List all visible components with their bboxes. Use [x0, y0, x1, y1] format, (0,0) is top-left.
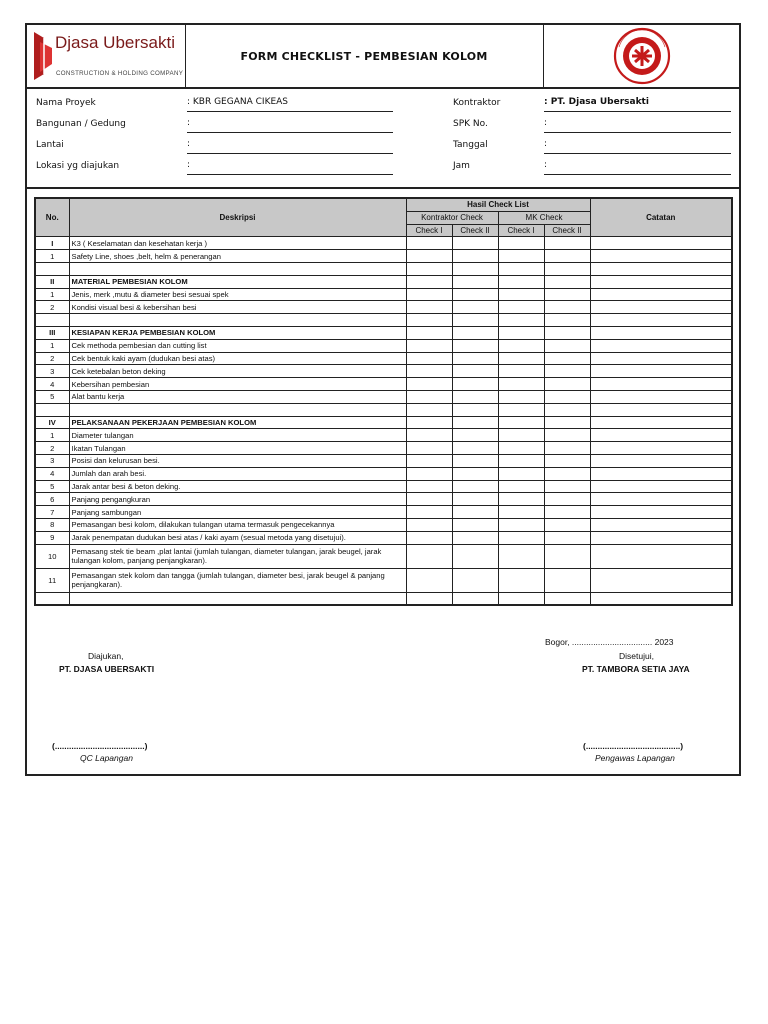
mk-check1-cell[interactable] [498, 288, 544, 301]
catatan-cell[interactable] [590, 378, 732, 391]
mk-check1-cell[interactable] [498, 506, 544, 519]
catatan-cell[interactable] [590, 390, 732, 403]
spk-label: SPK No. [453, 119, 488, 129]
bangunan-value[interactable]: : [187, 118, 393, 133]
row-description: Pemasangan besi kolom, dilakukan tulangan utama termasuk pengecekannya [69, 518, 406, 531]
row-description: Ikatan Tulangan [69, 442, 406, 455]
catatan-cell[interactable] [590, 339, 732, 352]
kontraktor-check2-cell[interactable] [452, 480, 498, 493]
kontraktor-check1-cell[interactable] [406, 518, 452, 531]
mk-check2-cell[interactable] [544, 250, 590, 263]
checklist-row [35, 506, 732, 519]
kontraktor-check1-cell[interactable] [406, 544, 452, 568]
kontraktor-check1-cell[interactable] [406, 301, 452, 314]
catatan-cell[interactable] [590, 454, 732, 467]
lokasi-label: Lokasi yg diajukan [36, 161, 120, 171]
row-number: 7 [35, 506, 69, 519]
kontraktor-check2-cell[interactable] [452, 531, 498, 544]
kontraktor-check1-cell[interactable] [406, 250, 452, 263]
kontraktor-check2-cell[interactable] [452, 288, 498, 301]
company-logo [27, 25, 186, 87]
kontraktor-check2-cell[interactable] [452, 339, 498, 352]
mk-check1-cell[interactable] [498, 518, 544, 531]
checklist-row [35, 365, 732, 378]
kontraktor-check1-cell[interactable] [406, 531, 452, 544]
kontraktor-check2-cell[interactable] [452, 442, 498, 455]
row-number: II [35, 275, 69, 288]
mk-check2-cell[interactable] [544, 237, 590, 250]
kontraktor-check2-cell[interactable] [452, 518, 498, 531]
kontraktor-check1-cell[interactable] [406, 403, 452, 416]
mk-check1-cell[interactable] [498, 237, 544, 250]
mk-check2-cell[interactable] [544, 262, 590, 275]
tambora-seal-icon [610, 27, 674, 85]
row-description: Pemasang stek tie beam ,plat lantai (jumlah tulangan, diameter tulangan, jarak beugel, jarak tulangan kolom, panjang penjangkaran). [69, 544, 406, 568]
catatan-cell[interactable] [590, 531, 732, 544]
mk-check1-cell[interactable] [498, 301, 544, 314]
catatan-cell[interactable] [590, 480, 732, 493]
catatan-cell[interactable] [590, 365, 732, 378]
kontraktor-check2-cell[interactable] [452, 429, 498, 442]
mk-check2-cell[interactable] [544, 288, 590, 301]
checklist-body [35, 237, 732, 605]
right-signature-line[interactable]: (........................................) [583, 741, 684, 751]
checklist-row [35, 301, 732, 314]
row-number: 4 [35, 467, 69, 480]
kontraktor-check1-cell[interactable] [406, 429, 452, 442]
kontraktor-check2-cell[interactable] [452, 314, 498, 327]
catatan-cell[interactable] [590, 506, 732, 519]
col-header-mk-check2: Check II [544, 224, 590, 237]
mk-check2-cell[interactable] [544, 442, 590, 455]
row-description: MATERIAL PEMBESIAN KOLOM [69, 275, 406, 288]
kontraktor-check2-cell[interactable] [452, 454, 498, 467]
catatan-cell[interactable] [590, 403, 732, 416]
row-description: K3 ( Keselamatan dan kesehatan kerja ) [69, 237, 406, 250]
kontraktor-check1-cell[interactable] [406, 275, 452, 288]
catatan-cell[interactable] [590, 442, 732, 455]
row-description [69, 592, 406, 605]
checklist-row [35, 429, 732, 442]
catatan-cell[interactable] [590, 314, 732, 327]
catatan-cell[interactable] [590, 518, 732, 531]
row-number [35, 592, 69, 605]
row-number: 2 [35, 301, 69, 314]
disetujui-company: PT. TAMBORA SETIA JAYA [582, 664, 690, 674]
row-number: 8 [35, 518, 69, 531]
jam-label: Jam [453, 161, 470, 171]
mk-check1-cell[interactable] [498, 442, 544, 455]
row-description: Safety Line, shoes ,belt, helm & penerangan [69, 250, 406, 263]
mk-check1-cell[interactable] [498, 378, 544, 391]
kontraktor-check2-cell[interactable] [452, 592, 498, 605]
row-number: 1 [35, 339, 69, 352]
row-description: Panjang pengangkuran [69, 493, 406, 506]
kontraktor-check2-cell[interactable] [452, 250, 498, 263]
section-row [35, 326, 732, 339]
kontraktor-check2-cell[interactable] [452, 467, 498, 480]
row-number: 10 [35, 544, 69, 568]
row-number: I [35, 237, 69, 250]
mk-check1-cell[interactable] [498, 531, 544, 544]
mk-check2-cell[interactable] [544, 568, 590, 592]
catatan-cell[interactable] [590, 467, 732, 480]
col-header-mk-check: MK Check [498, 211, 590, 224]
mk-check2-cell[interactable] [544, 275, 590, 288]
catatan-cell[interactable] [590, 416, 732, 429]
mk-check2-cell[interactable] [544, 429, 590, 442]
row-description: Panjang sambungan [69, 506, 406, 519]
mk-check1-cell[interactable] [498, 403, 544, 416]
row-description: Cek methoda pembesian dan cutting list [69, 339, 406, 352]
mk-check1-cell[interactable] [498, 480, 544, 493]
kontraktor-check1-cell[interactable] [406, 288, 452, 301]
mk-check2-cell[interactable] [544, 339, 590, 352]
kontraktor-check2-cell[interactable] [452, 416, 498, 429]
kontraktor-check2-cell[interactable] [452, 275, 498, 288]
kontraktor-check2-cell[interactable] [452, 262, 498, 275]
col-header-kontraktor-check: Kontraktor Check [406, 211, 498, 224]
kontraktor-check2-cell[interactable] [452, 390, 498, 403]
checklist-row [35, 352, 732, 365]
logo-brand-text: Djasa Ubersakti [55, 33, 175, 52]
nama-proyek-label: Nama Proyek [36, 98, 96, 108]
kontraktor-check2-cell[interactable] [452, 378, 498, 391]
tanggal-value[interactable]: : [544, 139, 731, 154]
kontraktor-check2-cell[interactable] [452, 506, 498, 519]
row-number: 5 [35, 390, 69, 403]
diajukan-company: PT. DJASA UBERSAKTI [59, 664, 155, 674]
checklist-row [35, 568, 732, 592]
checklist-row [35, 339, 732, 352]
row-description: Alat bantu kerja [69, 390, 406, 403]
row-number [35, 262, 69, 275]
checklist-table-wrap [34, 197, 731, 606]
kontraktor-check1-cell[interactable] [406, 442, 452, 455]
checklist-row [35, 288, 732, 301]
diajukan-label: Diajukan, [88, 651, 124, 661]
mk-check2-cell[interactable] [544, 326, 590, 339]
row-description: Jenis, merk ,mutu & diameter besi sesuai spek [69, 288, 406, 301]
kontraktor-check2-cell[interactable] [452, 568, 498, 592]
row-number: 9 [35, 531, 69, 544]
left-signature-role: QC Lapangan [80, 753, 133, 763]
row-description [69, 314, 406, 327]
mk-check1-cell[interactable] [498, 250, 544, 263]
row-number: III [35, 326, 69, 339]
kontraktor-check1-cell[interactable] [406, 390, 452, 403]
mk-check1-cell[interactable] [498, 568, 544, 592]
mk-check1-cell[interactable] [498, 339, 544, 352]
checklist-row [35, 493, 732, 506]
row-description: Pemasangan stek kolom dan tangga (jumlah tulangan, diameter besi, jarak beugel & panjang penjangkaran). [69, 568, 406, 592]
blank-row [35, 262, 732, 275]
row-number: 1 [35, 429, 69, 442]
row-description: Jarak antar besi & beton deking. [69, 480, 406, 493]
left-signature-line[interactable]: (......................................) [52, 741, 148, 751]
col-header-catatan: Catatan [590, 198, 732, 237]
project-info [27, 89, 739, 189]
mk-check1-cell[interactable] [498, 544, 544, 568]
jam-value[interactable]: : [544, 160, 731, 175]
row-description: Cek bentuk kaki ayam (dudukan besi atas) [69, 352, 406, 365]
row-description [69, 262, 406, 275]
mk-check2-cell[interactable] [544, 378, 590, 391]
mk-check2-cell[interactable] [544, 314, 590, 327]
catatan-cell[interactable] [590, 544, 732, 568]
tambora-seal [543, 25, 739, 87]
mk-check1-cell[interactable] [498, 416, 544, 429]
checklist-row [35, 390, 732, 403]
kontraktor-check2-cell[interactable] [452, 326, 498, 339]
mk-check2-cell[interactable] [544, 544, 590, 568]
kontraktor-check1-cell[interactable] [406, 506, 452, 519]
catatan-cell[interactable] [590, 568, 732, 592]
mk-check2-cell[interactable] [544, 493, 590, 506]
checklist-row [35, 442, 732, 455]
section-row [35, 237, 732, 250]
disetujui-label: Disetujui, [619, 651, 654, 661]
kontraktor-check1-cell[interactable] [406, 592, 452, 605]
mk-check2-cell[interactable] [544, 518, 590, 531]
catatan-cell[interactable] [590, 326, 732, 339]
row-description: Kondisi visual besi & kebersihan besi [69, 301, 406, 314]
checklist-row [35, 250, 732, 263]
mk-check1-cell[interactable] [498, 467, 544, 480]
spk-value[interactable]: : [544, 118, 731, 133]
col-header-no: No. [35, 198, 69, 237]
place-date: Bogor, .................................. 2023 [545, 637, 674, 647]
checklist-row [35, 454, 732, 467]
row-description: KESIAPAN KERJA PEMBESIAN KOLOM [69, 326, 406, 339]
col-header-kontraktor-check1: Check I [406, 224, 452, 237]
row-number: 5 [35, 480, 69, 493]
kontraktor-check1-cell[interactable] [406, 480, 452, 493]
mk-check2-cell[interactable] [544, 480, 590, 493]
row-description: Jarak penempatan dudukan besi atas / kaki ayam (sesual metoda yang disetujui). [69, 531, 406, 544]
mk-check2-cell[interactable] [544, 416, 590, 429]
row-number: IV [35, 416, 69, 429]
row-description: Jumlah dan arah besi. [69, 467, 406, 480]
mk-check2-cell[interactable] [544, 301, 590, 314]
right-signature-role: Pengawas Lapangan [595, 753, 675, 763]
kontraktor-check2-cell[interactable] [452, 493, 498, 506]
kontraktor-check2-cell[interactable] [452, 365, 498, 378]
kontraktor-check1-cell[interactable] [406, 352, 452, 365]
mk-check2-cell[interactable] [544, 365, 590, 378]
mk-check1-cell[interactable] [498, 326, 544, 339]
checklist-row [35, 531, 732, 544]
mk-check1-cell[interactable] [498, 365, 544, 378]
logo-tagline: CONSTRUCTION & HOLDING COMPANY [56, 70, 184, 77]
section-row [35, 416, 732, 429]
checklist-row [35, 378, 732, 391]
bangunan-label: Bangunan / Gedung [36, 119, 126, 129]
kontraktor-check1-cell[interactable] [406, 326, 452, 339]
kontraktor-check1-cell[interactable] [406, 339, 452, 352]
mk-check1-cell[interactable] [498, 429, 544, 442]
nama-proyek-value[interactable]: : KBR GEGANA CIKEAS [187, 97, 393, 112]
kontraktor-value[interactable]: : PT. Djasa Ubersakti [544, 97, 731, 112]
row-number: 1 [35, 250, 69, 263]
kontraktor-label: Kontraktor [453, 98, 501, 108]
catatan-cell[interactable] [590, 288, 732, 301]
kontraktor-check2-cell[interactable] [452, 544, 498, 568]
kontraktor-check2-cell[interactable] [452, 352, 498, 365]
catatan-cell[interactable] [590, 262, 732, 275]
djasa-logo-icon [30, 28, 58, 84]
row-number: 2 [35, 352, 69, 365]
mk-check2-cell[interactable] [544, 592, 590, 605]
row-description: Posisi dan kelurusan besi. [69, 454, 406, 467]
mk-check2-cell[interactable] [544, 352, 590, 365]
mk-check2-cell[interactable] [544, 531, 590, 544]
blank-row [35, 403, 732, 416]
checklist-row [35, 518, 732, 531]
mk-check2-cell[interactable] [544, 467, 590, 480]
row-number: 6 [35, 493, 69, 506]
row-number: 3 [35, 454, 69, 467]
row-description: PELAKSANAAN PEKERJAAN PEMBESIAN KOLOM [69, 416, 406, 429]
lantai-value[interactable]: : [187, 139, 393, 154]
kontraktor-check1-cell[interactable] [406, 365, 452, 378]
catatan-cell[interactable] [590, 250, 732, 263]
kontraktor-check1-cell[interactable] [406, 237, 452, 250]
col-header-hasil: Hasil Check List [406, 198, 590, 211]
catatan-cell[interactable] [590, 237, 732, 250]
row-number: 3 [35, 365, 69, 378]
mk-check2-cell[interactable] [544, 403, 590, 416]
catatan-cell[interactable] [590, 592, 732, 605]
row-number: 4 [35, 378, 69, 391]
row-number: 1 [35, 288, 69, 301]
row-description: Diameter tulangan [69, 429, 406, 442]
lokasi-value[interactable]: : [187, 160, 393, 175]
kontraktor-check1-cell[interactable] [406, 493, 452, 506]
kontraktor-check1-cell[interactable] [406, 467, 452, 480]
mk-check2-cell[interactable] [544, 506, 590, 519]
form-title: FORM CHECKLIST - PEMBESIAN KOLOM [185, 25, 544, 87]
mk-check1-cell[interactable] [498, 390, 544, 403]
catatan-cell[interactable] [590, 493, 732, 506]
row-number: 2 [35, 442, 69, 455]
catatan-cell[interactable] [590, 275, 732, 288]
mk-check1-cell[interactable] [498, 262, 544, 275]
col-header-deskripsi: Deskripsi [69, 198, 406, 237]
kontraktor-check2-cell[interactable] [452, 237, 498, 250]
row-number: 11 [35, 568, 69, 592]
mk-check1-cell[interactable] [498, 275, 544, 288]
kontraktor-check2-cell[interactable] [452, 403, 498, 416]
kontraktor-check1-cell[interactable] [406, 454, 452, 467]
kontraktor-check1-cell[interactable] [406, 568, 452, 592]
kontraktor-check1-cell[interactable] [406, 378, 452, 391]
mk-check1-cell[interactable] [498, 352, 544, 365]
kontraktor-check1-cell[interactable] [406, 314, 452, 327]
catatan-cell[interactable] [590, 429, 732, 442]
form-frame [25, 23, 741, 776]
blank-row [35, 592, 732, 605]
kontraktor-check1-cell[interactable] [406, 416, 452, 429]
kontraktor-check2-cell[interactable] [452, 301, 498, 314]
mk-check2-cell[interactable] [544, 454, 590, 467]
col-header-mk-check1: Check I [498, 224, 544, 237]
row-description: Kebersihan pembesian [69, 378, 406, 391]
mk-check1-cell[interactable] [498, 314, 544, 327]
mk-check1-cell[interactable] [498, 454, 544, 467]
blank-row [35, 314, 732, 327]
section-row [35, 275, 732, 288]
kontraktor-check1-cell[interactable] [406, 262, 452, 275]
mk-check1-cell[interactable] [498, 493, 544, 506]
form-header [27, 25, 739, 89]
row-number [35, 314, 69, 327]
catatan-cell[interactable] [590, 352, 732, 365]
checklist-table [34, 197, 733, 606]
row-description [69, 403, 406, 416]
tanggal-label: Tanggal [453, 140, 488, 150]
mk-check1-cell[interactable] [498, 592, 544, 605]
catatan-cell[interactable] [590, 301, 732, 314]
checklist-row [35, 480, 732, 493]
row-number [35, 403, 69, 416]
col-header-kontraktor-check2: Check II [452, 224, 498, 237]
checklist-row [35, 467, 732, 480]
checklist-row [35, 544, 732, 568]
mk-check2-cell[interactable] [544, 390, 590, 403]
row-description: Cek ketebalan beton deking [69, 365, 406, 378]
lantai-label: Lantai [36, 140, 64, 150]
